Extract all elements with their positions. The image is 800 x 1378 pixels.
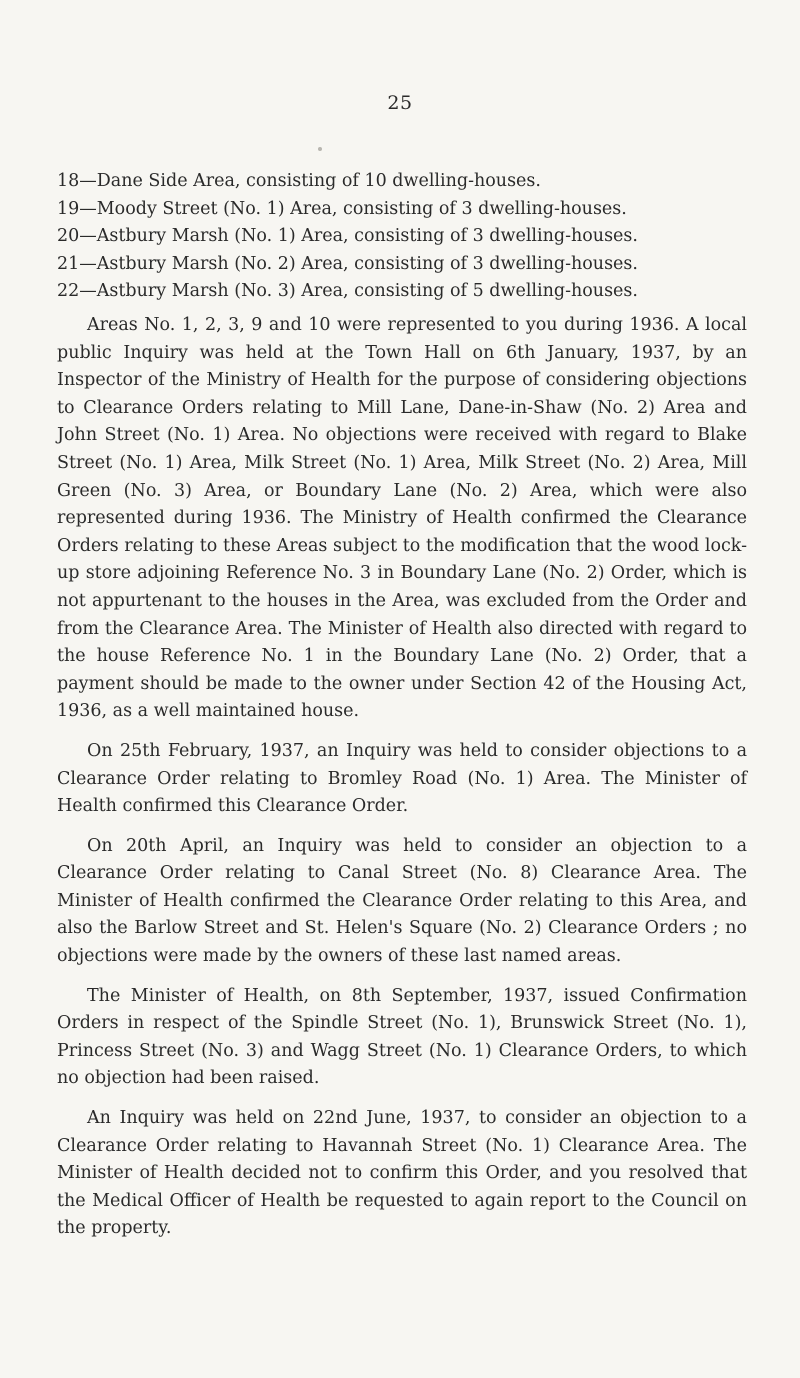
list-item: 19—Moody Street (No. 1) Area, consisting of 3 dwelling-houses.	[57, 198, 627, 219]
paragraph-confirmation-orders: The Minister of Health, on 8th September, 1937, issued Confirmation Orders in respect of the Spindle Street (No. 1), Brunswick Street (No. 1), Princess Street (No. 3) and Wagg Street (No. 1) Clearance Orders, to which no objection had been raised.	[57, 985, 747, 1089]
list-item: 20—Astbury Marsh (No. 1) Area, consisting of 3 dwelling-houses.	[57, 226, 638, 246]
clearance-areas-list	[57, 168, 747, 306]
paragraph-inquiry-1937: Areas No. 1, 2, 3, 9 and 10 were represented to you during 1936. A local public Inquiry was held at the Town Hall on 6th January, 1937, by an Inspector of the Ministry of Health for the purpose of considering objections to Clearance Orders relating to Mill Lane, Dane-in-Shaw (No. 2) Area and John Street (No. 1) Area. No objections were received with regard to Blake Street (No. 1) Area, Milk Street (No. 1) Area, Milk Street (No. 2) Area, Mill Green (No. 3) Area, or Boundary Lane (No. 2) Area, which were also represented during 1936. The Ministry of Health confirmed the Clearance Orders relating to these Areas subject to the modification that the wood lock-up store adjoining Reference No. 3 in Boundary Lane (No. 2) Order, which is not appurtenant to the houses in the Area, was excluded from the Order and from the Clearance Area. The Minister of Health also directed with regard to the house Reference No. 1 in the Boundary Lane (No. 2) Order, that a payment should be made to the owner under Section 42 of the Housing Act, 1936, as a well maintained house.	[57, 315, 747, 722]
list-item: 21—Astbury Marsh (No. 2) Area, consisting of 3 dwelling-houses.	[57, 253, 638, 274]
print-speck	[318, 147, 322, 151]
paragraph-bromley-road: On 25th February, 1937, an Inquiry was held to consider objections to a Clearance Order relating to Bromley Road (No. 1) Area. The Minister of Health confirmed this Clearance Order.	[57, 740, 747, 817]
list-item: 22—Astbury Marsh (No. 3) Area, consisting of 5 dwelling-houses.	[57, 281, 638, 301]
paragraph-canal-street: On 20th April, an Inquiry was held to consider an objection to a Clearance Order relating to Canal Street (No. 8) Clearance Area. The Minister of Health confirmed the Clearance Order relating to this Area, and also the Barlow Street and St. Helen's Square (No. 2) Clearance Orders ; no objections were made by the owners of these last named areas.	[57, 835, 747, 967]
page-number: 25	[387, 92, 413, 114]
list-item: 18—Dane Side Area, consisting of 10 dwelling-houses.	[57, 171, 541, 191]
report-body	[57, 312, 747, 1255]
paragraph-havannah-street: An Inquiry was held on 22nd June, 1937, to consider an objection to a Clearance Order relating to Havannah Street (No. 1) Clearance Area. The Minister of Health decided not to confirm this Order, and you resolved that the Medical Officer of Health be requested to again report to the Council on the property.	[57, 1108, 747, 1239]
